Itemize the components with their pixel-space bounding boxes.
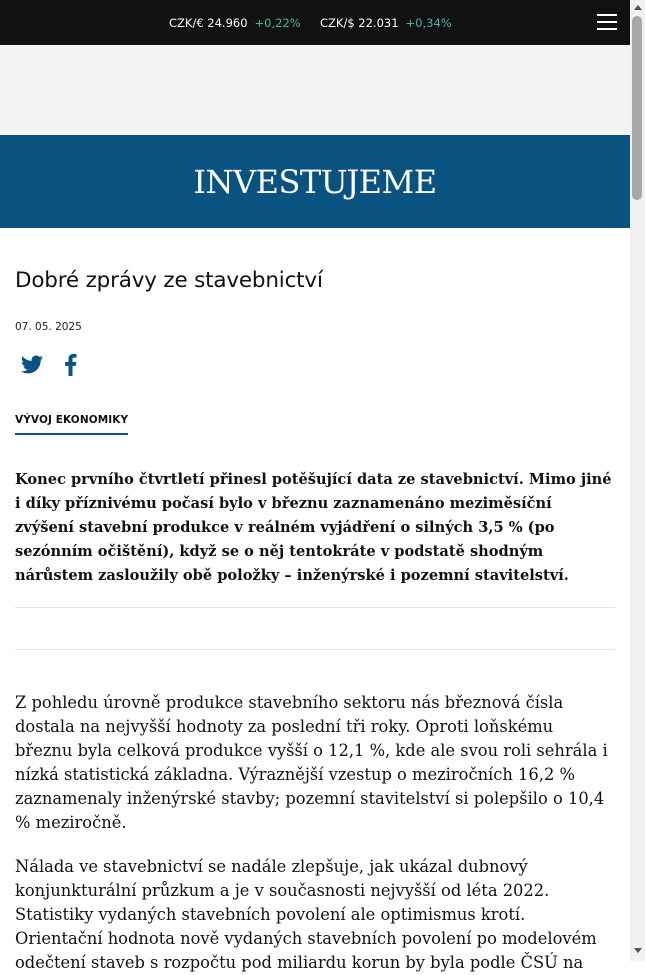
article-paragraph: Nálada ve stavebnictví se nadále zlepšuje, jak ukázal dubnový konjunkturální průzkum a je v současnosti nejvyšší od léta 2022. Statistiky vydaných stavebních povolení ale optimismus krotí. Orientační hodnota nově vydaných stavebních povolení po modelovém odečtení staveb s rozpočtu pod miliardu korun by byla podle ČSÚ na (15, 857, 597, 972)
article-title: Dobré zprávy ze stavebnictví (15, 268, 323, 293)
facebook-icon[interactable] (59, 353, 83, 377)
twitter-icon[interactable] (20, 353, 44, 377)
category-tag[interactable]: VÝVOJ EKONOMIKY (15, 414, 128, 435)
divider (15, 607, 615, 608)
ticker-item-eur[interactable] (169, 0, 301, 45)
ticker-usd-change: +0,34% (405, 15, 452, 30)
ticker-item-usd[interactable] (320, 0, 452, 45)
ticker-usd-rate: CZK/$ 22.031 (320, 15, 399, 30)
scroll-up-arrow-icon[interactable] (634, 5, 642, 10)
ticker-eur-rate: CZK/€ 24.960 (169, 15, 248, 30)
scroll-down-arrow-icon[interactable] (634, 948, 642, 953)
ticker-bar (0, 0, 630, 45)
ticker-eur-change: +0,22% (254, 15, 301, 30)
article-paragraph: Z pohledu úrovně produkce stavebního sektoru nás březnová čísla dostala na nejvyšší hodnoty za poslední tři roky. Oproti loňskému březnu byla celková produkce vyšší o 12,1 %, kde ale svou roli sehrála i nízká statistická základna. Výraznější vzestup o meziročních 16,2 % zaznamenaly inženýrské stavby; pozemní stavitelství si polepšilo o 10,4 % meziročně. (15, 693, 608, 832)
article-date: 07. 05. 2025 (15, 321, 82, 333)
scrollbar-thumb[interactable] (632, 16, 642, 200)
menu-icon[interactable] (597, 14, 617, 30)
site-logo[interactable]: INVESTUJEME (193, 163, 437, 201)
divider (15, 649, 615, 650)
article-lead: Konec prvního čtvrtletí přinesl potěšující data ze stavebnictví. Mimo jiné i díky příznivému počasí bylo v březnu zaznamenáno meziměsíční zvýšení stavební produkce v reálném vyjádření o silných 3,5 % (po sezónním očištění), když se o něj tentokráte v podstatě shodným nárůstem zasloužily obě položky – inženýrské i pozemní stavitelství. (15, 471, 612, 584)
ad-placeholder (0, 45, 630, 135)
